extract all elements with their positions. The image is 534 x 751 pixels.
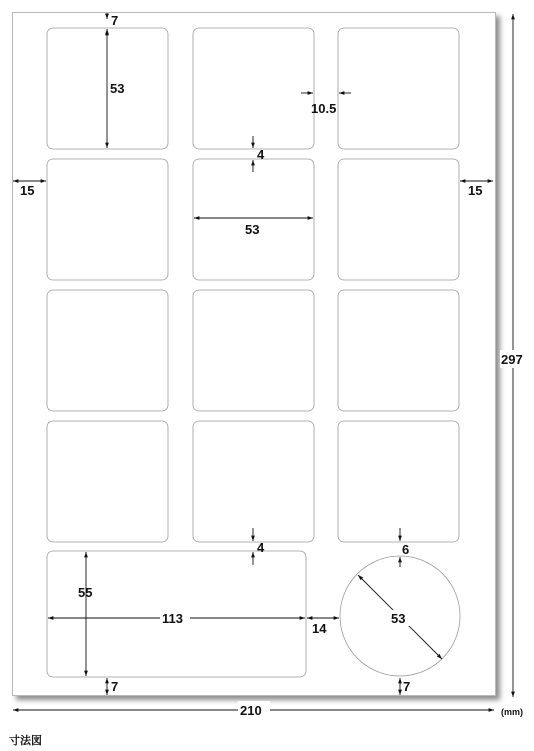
dim-right-margin-value: 15 bbox=[468, 183, 483, 198]
dim-column-gap-value: 10.5 bbox=[311, 101, 337, 116]
label-r3-c3 bbox=[338, 290, 459, 411]
dim-left-margin-value: 15 bbox=[20, 183, 35, 198]
label-r2-c3 bbox=[338, 159, 459, 280]
label-r4-c2 bbox=[193, 421, 314, 542]
dim-wide-to-circle-gap-value: 14 bbox=[312, 621, 327, 636]
label-r3-c2 bbox=[193, 290, 314, 411]
dim-bottom-margin-right-value: 7 bbox=[403, 679, 411, 694]
dim-label-width-value: 53 bbox=[245, 222, 260, 237]
unit-label: (mm) bbox=[501, 707, 523, 717]
dim-left-margin bbox=[13, 181, 46, 198]
dim-label-height-value: 53 bbox=[110, 81, 125, 96]
dim-top-margin-value: 7 bbox=[111, 13, 119, 28]
dim-bottom-margin-left-value: 7 bbox=[111, 679, 119, 694]
dim-bottom-margin-left bbox=[107, 678, 118, 695]
dim-circle-diameter-value: 53 bbox=[391, 611, 406, 626]
dim-bottom-margin-right bbox=[400, 678, 410, 695]
dim-wide-label-width-value: 113 bbox=[162, 611, 183, 626]
label-r1-c3 bbox=[338, 28, 459, 149]
label-r4-c3 bbox=[338, 421, 459, 542]
label-r1-c2 bbox=[193, 28, 314, 149]
dim-wide-label-height-value: 55 bbox=[78, 585, 93, 600]
dim-row-gap-value: 4 bbox=[257, 147, 265, 162]
dim-circle-top-gap-value: 6 bbox=[402, 542, 410, 557]
label-r3-c1 bbox=[47, 290, 168, 411]
dim-wide-to-circle-gap bbox=[307, 618, 339, 636]
label-r2-c2 bbox=[193, 159, 314, 280]
dim-sheet-height bbox=[500, 14, 530, 697]
dim-bottom-row-gap-value: 4 bbox=[257, 540, 265, 555]
label-r1-c1 bbox=[47, 28, 168, 149]
sheet-height-value: 297 bbox=[501, 352, 523, 367]
label-r2-c1 bbox=[47, 159, 168, 280]
label-r4-c1 bbox=[47, 421, 168, 542]
dim-right-margin bbox=[460, 181, 493, 198]
sheet-width-value: 210 bbox=[240, 703, 262, 718]
dim-sheet-width bbox=[13, 701, 494, 719]
square-labels bbox=[47, 28, 459, 542]
diagram-caption: 寸法図 bbox=[9, 735, 42, 747]
